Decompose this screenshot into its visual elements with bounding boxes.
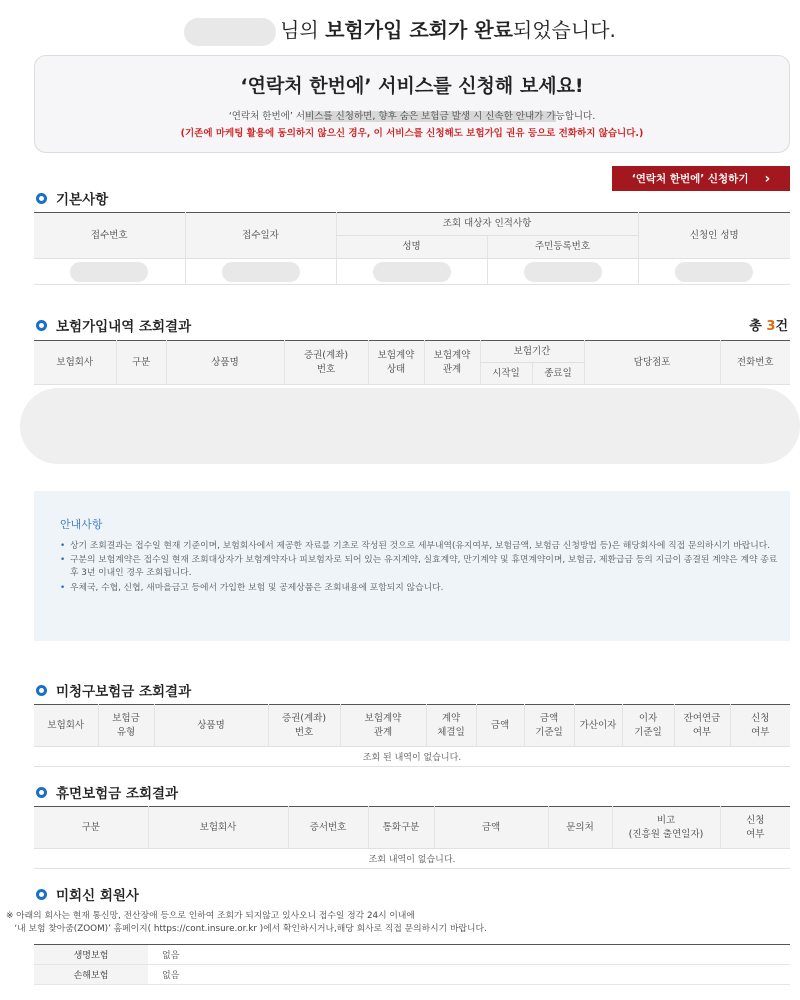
col-policy-no: 증권(계좌) 번호 <box>268 705 340 747</box>
nonreply-label-life: 생명보험 <box>34 945 148 965</box>
insurance-results-table <box>34 340 790 385</box>
col-amount-date: 금액 기준일 <box>524 705 574 747</box>
col-target-name: 성명 <box>336 236 487 259</box>
col-apply: 신청 여부 <box>720 807 790 849</box>
col-interest-date: 이자 기준일 <box>622 705 674 747</box>
col-cert-no: 증서번호 <box>288 807 368 849</box>
total-suffix: 건 <box>775 319 788 334</box>
notice-item: • 상기 조회결과는 접수일 현재 기준이며, 보험회사에서 제공한 자료를 기초로 작성된 것으로 세부내역(유지여부, 보험금액, 보험금 신청방법 등)은 해당회사에 직접 문의하시기 바랍니다. <box>60 540 780 553</box>
insurance-total-count <box>749 315 788 334</box>
col-start-date: 시작일 <box>480 363 532 385</box>
col-remark: 비고 (진흥원 출연일자) <box>612 807 720 849</box>
unclaimed-empty-message: 조회 된 내역이 없습니다. <box>362 753 462 763</box>
col-amount: 금액 <box>476 705 524 747</box>
redacted-name <box>184 18 276 46</box>
ring-icon <box>36 685 47 696</box>
section-basic-header <box>36 188 108 208</box>
name-suffix: 님의 <box>280 18 319 42</box>
redacted-insurance-rows <box>20 388 800 464</box>
ring-icon <box>36 320 47 331</box>
nonreply-note-line1: ※ 아래의 회사는 현재 통신망, 전산장애 등으로 인하여 조회가 되지않고 있사오니 접수일 정각 24시 이내에 <box>6 911 415 921</box>
col-claim-type: 보험금 유형 <box>98 705 154 747</box>
section-dormant-title: 휴면보험금 조회결과 <box>56 786 179 802</box>
col-end-date: 종료일 <box>532 363 584 385</box>
col-currency: 통화구분 <box>368 807 434 849</box>
redacted-value <box>373 262 451 282</box>
target-name-value <box>336 259 487 285</box>
redacted-value <box>222 262 300 282</box>
col-amount: 금액 <box>434 807 548 849</box>
dormant-results-table <box>34 806 790 869</box>
dormant-empty-message: 조회 내역이 없습니다. <box>368 855 456 865</box>
redacted-value <box>524 262 602 282</box>
redacted-value <box>675 262 753 282</box>
col-apply: 신청 여부 <box>730 705 790 747</box>
section-unclaimed-title: 미청구보험금 조회결과 <box>56 684 192 700</box>
col-product: 상품명 <box>166 341 284 385</box>
col-company: 보험회사 <box>34 341 116 385</box>
col-resident-no: 주민등록번호 <box>487 236 638 259</box>
promo-desc-part2: 능합니다. <box>555 111 596 122</box>
col-interest: 가산이자 <box>574 705 622 747</box>
receipt-date-value <box>185 259 336 285</box>
col-type: 구분 <box>116 341 166 385</box>
col-status: 보험계약 상태 <box>368 341 424 385</box>
section-basic-title: 기본사항 <box>56 192 109 208</box>
col-product: 상품명 <box>154 705 268 747</box>
section-unclaimed-header <box>36 680 191 700</box>
apply-contact-service-button[interactable] <box>612 166 790 191</box>
resident-no-value <box>487 259 638 285</box>
title-rest: 되었습니다. <box>512 18 616 42</box>
nonreply-note <box>6 910 487 936</box>
ring-icon <box>36 889 47 900</box>
total-count: 3 <box>766 319 776 334</box>
section-nonreply-title: 미회신 회원사 <box>56 888 139 904</box>
promo-desc-highlight: 비스를 신청하면, 향후 숨은 보험금 발생 시 신속한 안내가 가 <box>305 111 556 122</box>
promo-description <box>35 108 789 122</box>
col-receipt-date: 접수일자 <box>185 213 336 259</box>
nonreply-note-line2: ‘내 보험 찾아줌(ZOOM)’ 홈페이지( https://cont.insure.or.kr )에서 확인하시거나,해당 회사로 직접 문의하시기 바랍니다. <box>6 923 487 934</box>
redacted-value <box>70 262 148 282</box>
col-receipt-no: 접수번호 <box>34 213 185 259</box>
col-relation: 보험계약 관계 <box>424 341 480 385</box>
total-prefix: 총 <box>749 319 767 334</box>
promo-box <box>34 55 790 153</box>
notice-box <box>34 491 790 641</box>
col-relation: 보험계약 관계 <box>340 705 426 747</box>
apply-button-label: ‘연락처 한번에’ 신청하기 <box>631 173 749 185</box>
section-insurance-header <box>36 315 191 335</box>
notice-item: • 구분의 보험계약은 접수일 현재 조회대상자가 보험계약자나 피보험자로 되어 있는 유지계약, 실효계약, 만기계약 및 휴면계약이며, 보험금, 제환급금 등의 지급이 종결된 계약은 계약 종료 후 3년 이내인 경우 조회됩니다. <box>60 554 780 580</box>
section-dormant-header <box>36 782 178 802</box>
nonreply-table <box>34 944 790 985</box>
promo-heading: ‘연락처 한번에’ 서비스를 신청해 보세요! <box>240 75 584 97</box>
col-phone: 전화번호 <box>720 341 790 385</box>
col-target-group: 조회 대상자 인적사항 <box>336 213 638 236</box>
notice-item: • 우체국, 수협, 신협, 새마을금고 등에서 가입한 보험 및 공제상품은 조회내용에 포함되지 않습니다. <box>60 582 780 595</box>
ring-icon <box>36 787 47 798</box>
section-nonreply-header <box>36 884 139 904</box>
chevron-right-icon: › <box>764 170 771 187</box>
basic-info-table <box>34 212 790 285</box>
nonreply-value-life: 없음 <box>148 945 790 965</box>
unclaimed-results-table <box>34 704 790 767</box>
nonreply-value-nonlife: 없음 <box>148 965 790 985</box>
col-annuity: 잔여연금 여부 <box>674 705 730 747</box>
col-contract-date: 계약 체결일 <box>426 705 476 747</box>
notice-title: 안내사항 <box>60 518 103 531</box>
notice-list <box>60 540 780 596</box>
col-company: 보험회사 <box>34 705 98 747</box>
col-contact: 문의처 <box>548 807 612 849</box>
nonreply-label-nonlife: 손해보험 <box>34 965 148 985</box>
section-insurance-title: 보험가입내역 조회결과 <box>56 319 192 335</box>
promo-warning: (기존에 마케팅 활용에 동의하지 않으신 경우, 이 서비스를 신청해도 보험가입 권유 등으로 전화하지 않습니다.) <box>180 128 644 139</box>
applicant-name-value <box>638 259 790 285</box>
col-company: 보험회사 <box>148 807 288 849</box>
col-branch: 담당점포 <box>584 341 720 385</box>
col-applicant-name: 신청인 성명 <box>638 213 790 259</box>
promo-desc-part1: ‘연락처 한번에’ 서 <box>228 111 306 122</box>
page-title <box>0 14 800 46</box>
col-type: 구분 <box>34 807 148 849</box>
title-bold: 보험가입 조회가 완료 <box>325 18 513 42</box>
col-policy-no: 증권(계좌) 번호 <box>284 341 368 385</box>
col-period: 보험기간 <box>480 341 584 363</box>
ring-icon <box>36 193 47 204</box>
receipt-no-value <box>34 259 185 285</box>
